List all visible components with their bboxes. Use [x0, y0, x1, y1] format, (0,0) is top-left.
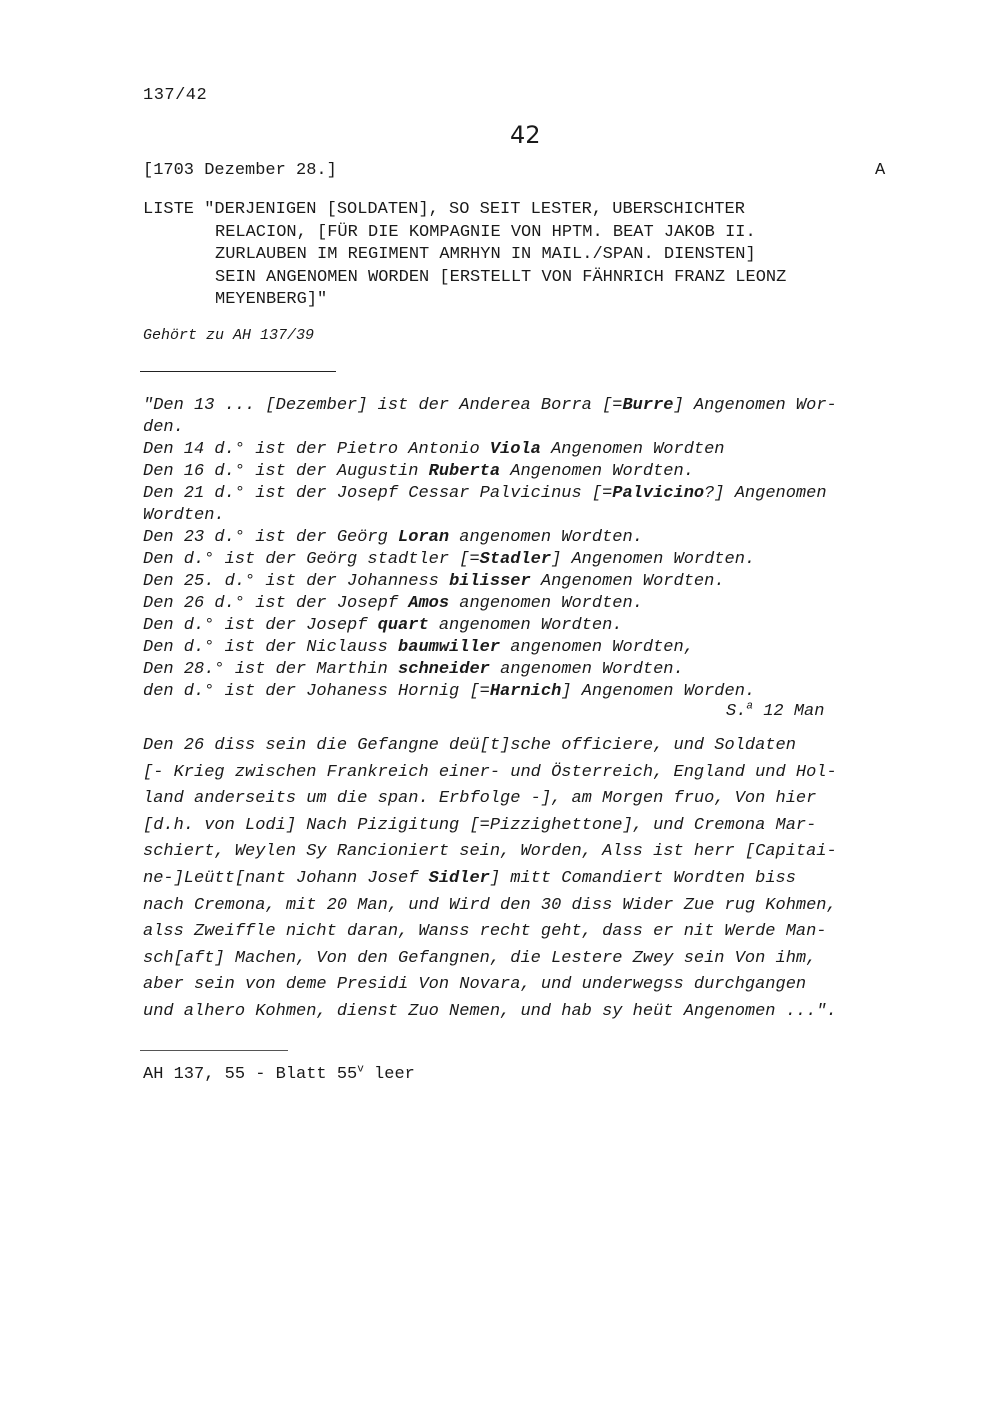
register-line — [143, 417, 903, 439]
narrative-line — [143, 999, 913, 1026]
document-title — [143, 199, 903, 312]
letter-mark: A — [875, 161, 886, 180]
register-line-text: Den 14 d.° ist der Pietro Antonio — [143, 440, 490, 459]
register-line — [143, 461, 903, 483]
narrative-line-text: [d.h. von Lodi] Nach Pizigitung [=Pizzighettone], und Cremona Mar- — [143, 815, 817, 835]
register-line-text: Wordten. — [143, 506, 225, 525]
person-name: Harnich — [489, 682, 562, 701]
register-line-text: ] Angenomen Worden. — [561, 682, 756, 701]
footer-superscript: v — [357, 1063, 364, 1076]
register-line — [143, 681, 903, 703]
document-date: [1703 Dezember 28.] — [143, 161, 337, 180]
narrative-line — [143, 866, 913, 893]
register-line — [143, 571, 903, 593]
narrative-line-text: schiert, Weylen Sy Rancioniert sein, Worden, Alss ist herr [Capitai- — [143, 842, 837, 862]
register-line — [143, 505, 903, 527]
person-name: Ruberta — [428, 462, 501, 481]
register-line-text: Den 21 d.° ist der Josepf Cessar Palvicinus [= — [143, 484, 613, 503]
narrative-line — [143, 972, 913, 999]
register-line-text: Angenomen Wordten. — [530, 572, 725, 591]
person-name: Viola — [489, 440, 541, 459]
narrative-line — [143, 919, 913, 946]
footnote-rule — [140, 1050, 288, 1051]
reference-code: 137/42 — [143, 86, 208, 105]
person-name: Palvicino — [612, 484, 705, 503]
narrative-line — [143, 760, 913, 787]
narrative-line — [143, 946, 913, 973]
register-line-text: angenomen Wordten. — [449, 594, 643, 613]
narrative-line-text: land anderseits um die span. Erbfolge -], am Morgen fruo, Von hier — [143, 789, 817, 809]
register-line-text: Den d.° ist der Josepf — [143, 616, 378, 635]
register-line-text: angenomen Wordten. — [449, 528, 643, 547]
person-name: schneider — [398, 660, 490, 679]
narrative-line — [143, 839, 913, 866]
sum-prefix: S. — [726, 702, 747, 721]
register-line-text: Den 28.° ist der Marthin — [143, 660, 399, 679]
enlistment-register — [143, 395, 903, 703]
narrative-line-text: Den 26 diss sein die Gefangne deü[t]sche officiere, und Soldaten — [143, 736, 796, 755]
register-line-text: angenomen Wordten, — [500, 638, 694, 657]
register-line — [143, 549, 903, 571]
person-name: Loran — [398, 528, 450, 547]
register-line-text: angenomen Wordten. — [489, 660, 684, 679]
register-line — [143, 483, 903, 505]
title-line-1: LISTE "DERJENIGEN [SOLDATEN], SO SEIT LESTER, UBERSCHICHTER — [143, 200, 745, 219]
register-line-text: angenomen Wordten. — [428, 616, 623, 635]
title-line-2: RELACION, [FÜR DIE KOMPAGNIE VON HPTM. BEAT JAKOB II. — [215, 222, 756, 242]
register-line — [143, 395, 903, 417]
sum-total — [726, 702, 824, 721]
person-name: Burre — [622, 396, 674, 415]
sum-value: 12 Man — [753, 702, 825, 721]
register-line-text: den d.° ist der Johaness Hornig [= — [143, 682, 490, 701]
register-line-text: Den d.° ist der Niclauss — [143, 638, 399, 657]
register-line-text: Den 26 d.° ist der Josepf — [143, 594, 409, 613]
register-line-text: ] Angenomen Wor- — [673, 396, 837, 415]
belongs-to-reference: Gehört zu AH 137/39 — [143, 327, 315, 344]
narrative-line-text: aber sein von deme Presidi Von Novara, und underwegss durchgangen — [143, 975, 807, 995]
register-line — [143, 593, 903, 615]
sum-superscript: a — [746, 700, 754, 713]
register-line-text: Den 23 d.° ist der Geörg — [143, 528, 399, 547]
register-line — [143, 659, 903, 681]
separator-rule — [140, 371, 336, 372]
narrative-line-text: [- Krieg zwischen Frankreich einer- und Österreich, England und Hol- — [143, 762, 837, 782]
register-line — [143, 615, 903, 637]
register-line — [143, 637, 903, 659]
page-number: 42 — [510, 121, 541, 149]
person-name: Amos — [408, 594, 450, 613]
footer-suffix: leer — [363, 1065, 415, 1084]
narrative-line-text: alss Zweiffle nicht daran, Wanss recht geht, dass er nit Werde Man- — [143, 922, 827, 942]
narrative-line — [143, 733, 913, 760]
narrative-line-text: sch[aft] Machen, Von den Gefangnen, die Lestere Zwey sein Von ihm, — [143, 948, 817, 968]
person-name: Stadler — [479, 550, 552, 569]
register-line-text: Den d.° ist der Geörg stadtler [= — [143, 550, 480, 569]
title-line-5: MEYENBERG]" — [215, 290, 328, 309]
person-name: Sidler — [428, 868, 490, 888]
narrative-line — [143, 893, 913, 920]
register-line-text: ] Angenomen Wordten. — [551, 550, 756, 569]
title-line-3: ZURLAUBEN IM REGIMENT AMRHYN IN MAIL./SPAN. DIENSTEN] — [215, 245, 756, 264]
footer-prefix: AH 137, 55 - Blatt 55 — [143, 1065, 358, 1084]
title-line-4: SEIN ANGENOMEN WORDEN [ERSTELLT VON FÄHNRICH FRANZ LEONZ — [215, 267, 787, 287]
register-line-text: ?] Angenomen — [704, 484, 827, 503]
register-line-text: Den 25. d.° ist der Johanness — [143, 572, 450, 591]
narrative-line-text: nach Cremona, mit 20 Man, und Wird den 30 diss Wider Zue rug Kohmen, — [143, 895, 837, 915]
register-line-text: Angenomen Wordten — [540, 440, 725, 459]
person-name: quart — [377, 616, 429, 635]
footer-note — [143, 1065, 415, 1084]
narrative-line-text: ne-]Leütt[nant Johann Josef — [143, 868, 429, 888]
register-line-text: "Den 13 ... [Dezember] ist der Anderea Borra [= — [143, 396, 623, 415]
narrative-paragraph — [143, 733, 913, 1026]
register-line — [143, 527, 903, 549]
person-name: bilisser — [449, 572, 531, 591]
register-line-text: Angenomen Wordten. — [500, 462, 694, 481]
narrative-line-text: und alhero Kohmen, dienst Zuo Nemen, und hab sy heüt Angenomen ...". — [143, 1001, 837, 1021]
narrative-line-text: ] mitt Comandiert Wordten biss — [489, 868, 796, 888]
narrative-line — [143, 786, 913, 813]
register-line — [143, 439, 903, 461]
narrative-line — [143, 813, 913, 840]
register-line-text: den. — [143, 418, 184, 437]
person-name: baumwiller — [398, 638, 501, 657]
register-line-text: Den 16 d.° ist der Augustin — [143, 462, 429, 481]
